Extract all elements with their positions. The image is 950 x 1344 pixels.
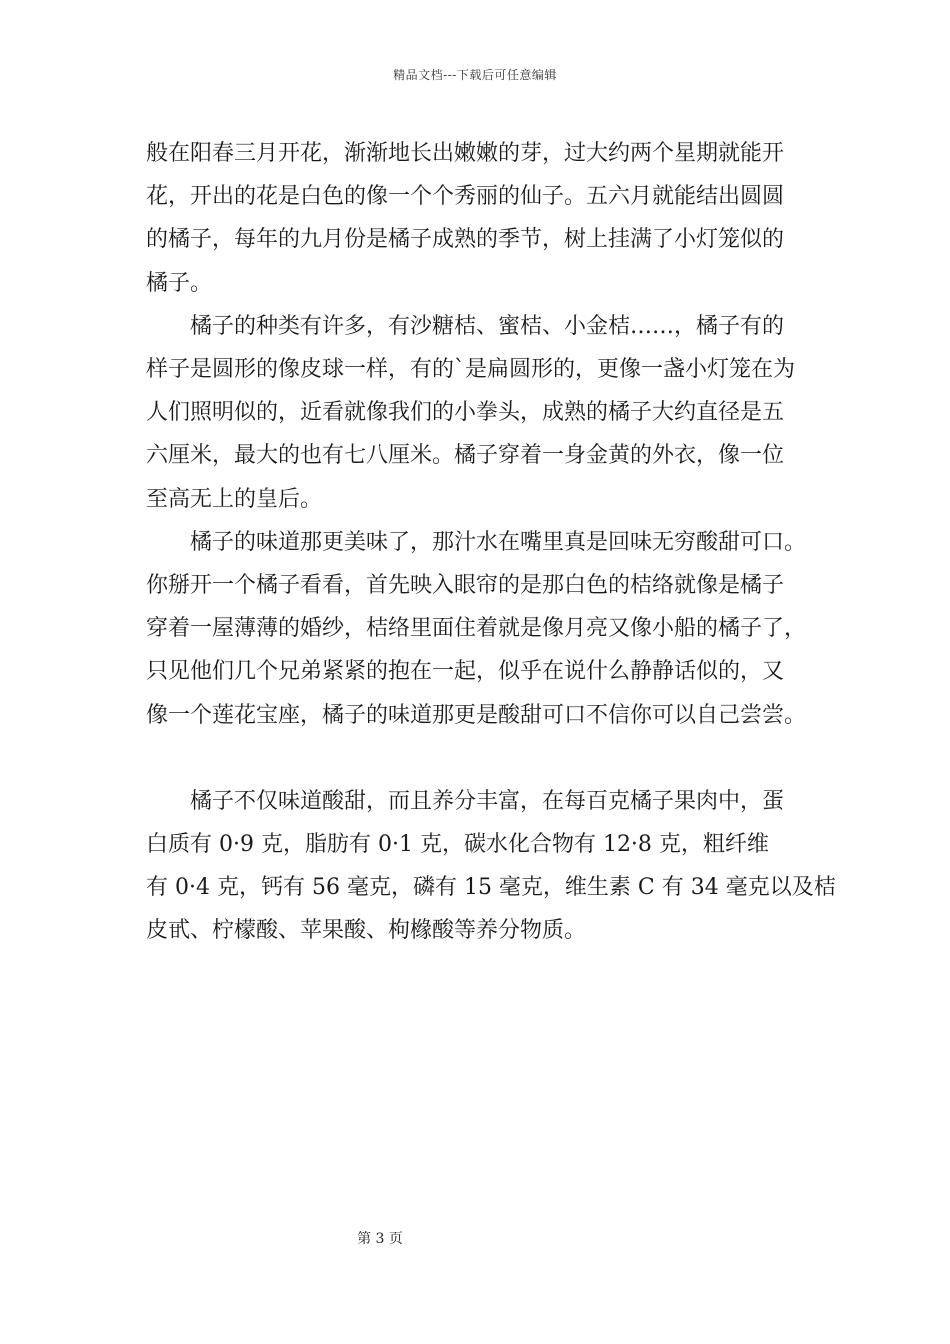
text-line: 皮甙、柠檬酸、苹果酸、枸橼酸等养分物质。	[146, 918, 587, 944]
document-body	[146, 132, 836, 953]
text-line: 穿着一屋薄薄的婚纱，桔络里面住着就是像月亮又像小船的橘子了，	[146, 616, 807, 642]
text-line: 六厘米，最大的也有七八厘米。橘子穿着一身金黄的外衣，像一位	[146, 443, 785, 469]
text-line: 样子是圆形的像皮球一样，有的`是扁圆形的，更像一盏小灯笼在为	[146, 357, 796, 383]
text-line: 白质有 0·9 克，脂肪有 0·1 克，碳水化合物有 12·8 克，粗纤维	[146, 832, 769, 858]
text-line: 你掰开一个橘子看看，首先映入眼帘的是那白色的桔络就像是橘子	[146, 573, 785, 599]
text-line: 橘子的种类有许多，有沙糖桔、蜜桔、小金桔……，橘子有的	[190, 313, 785, 339]
paragraph-2	[146, 305, 826, 521]
page-header: 精品文档---下载后可任意编辑	[393, 68, 557, 82]
paragraph-1	[146, 132, 826, 305]
text-line: 的橘子，每年的九月份是橘子成熟的季节，树上挂满了小灯笼似的	[146, 227, 785, 253]
text-line: 橘子的味道那更美味了，那汁水在嘴里真是回味无穷酸甜可口。	[190, 529, 807, 555]
text-line: 橘子不仅味道酸甜，而且养分丰富，在每百克橘子果肉中，蛋	[190, 788, 785, 814]
text-line: 只见他们几个兄弟紧紧的抱在一起，似乎在说什么静静话似的，又	[146, 659, 785, 685]
paragraph-3	[146, 521, 826, 737]
text-line: 像一个莲花宝座，橘子的味道那更是酸甜可口不信你可以自己尝尝。	[146, 702, 807, 728]
text-line: 橘子。	[146, 270, 213, 296]
text-line: 般在阳春三月开花，渐渐地长出嫩嫩的芽，过大约两个星期就能开	[146, 141, 785, 166]
text-line: 花，开出的花是白色的像一个个秀丽的仙子。五六月就能结出圆圆	[146, 184, 785, 210]
text-line: 至高无上的皇后。	[146, 486, 323, 512]
page-number: 第 3 页	[357, 1231, 403, 1247]
text-line: 人们照明似的，近看就像我们的小拳头，成熟的橘子大约直径是五	[146, 400, 785, 426]
paragraph-4	[146, 780, 836, 953]
text-line: 有 0·4 克，钙有 56 毫克，磷有 15 毫克，维生素 C 有 34 毫克以及桔	[146, 875, 836, 901]
